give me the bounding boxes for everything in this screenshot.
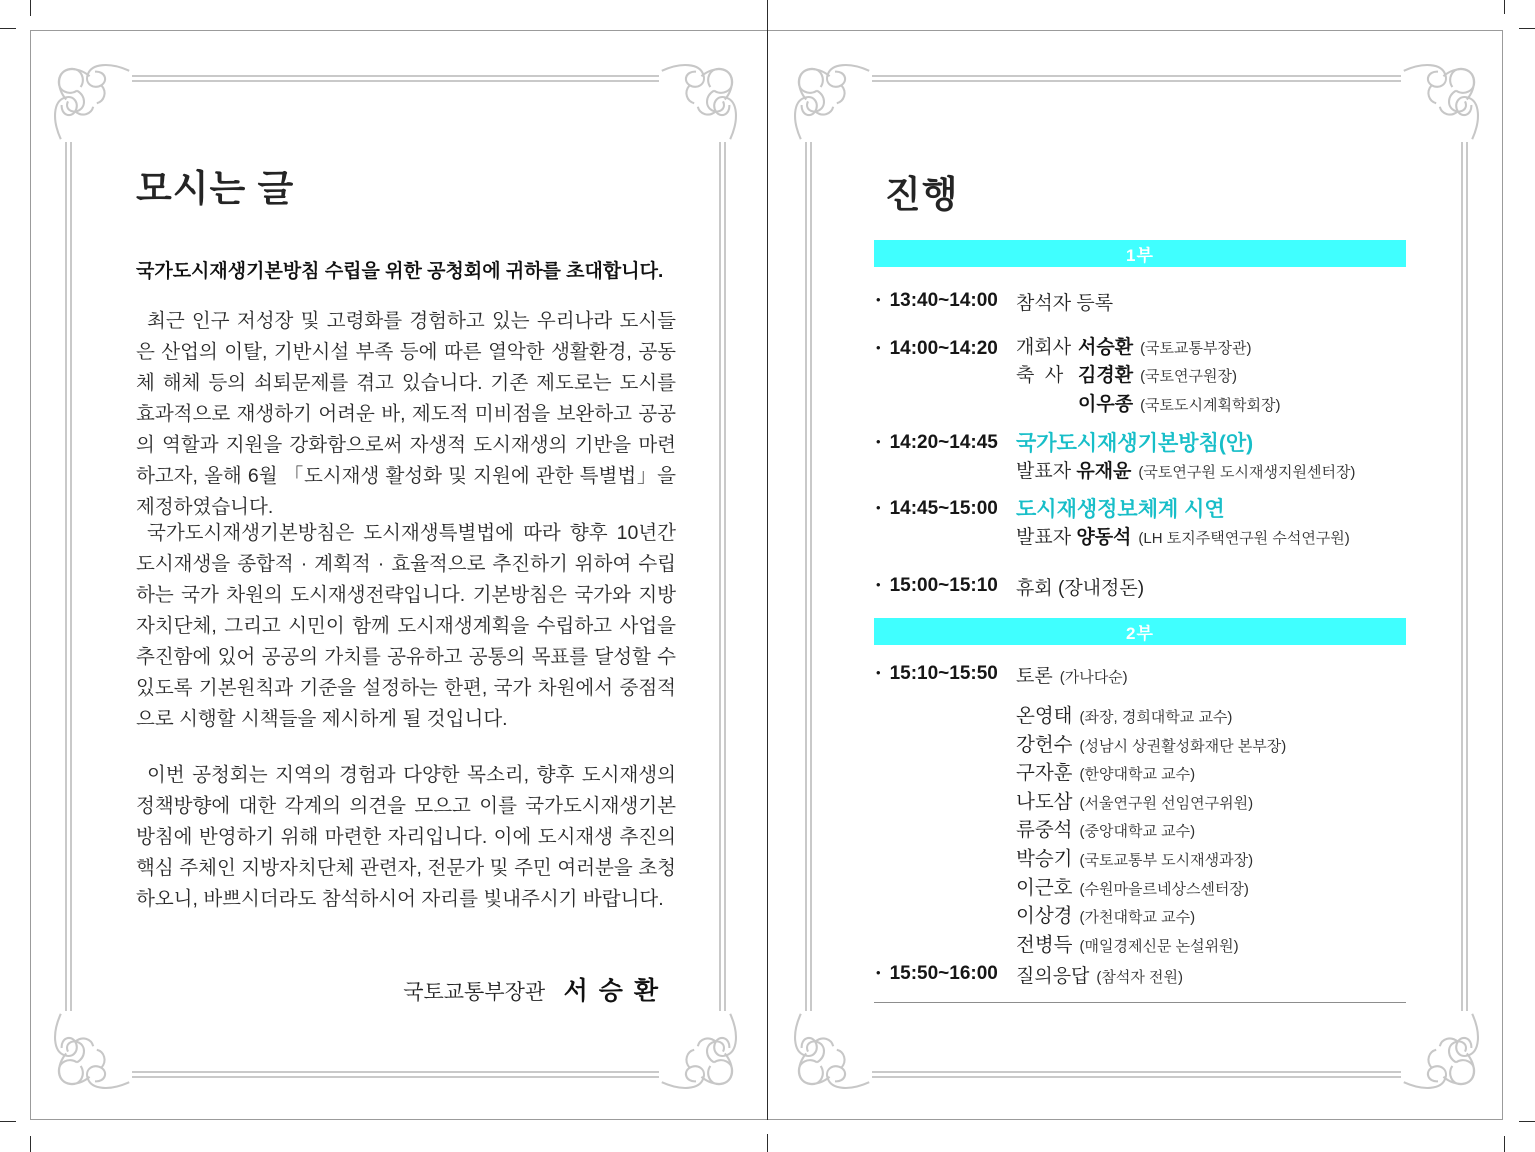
crop-mark xyxy=(1519,1121,1535,1122)
frame-line-top xyxy=(132,75,659,82)
frame-line-right xyxy=(719,142,726,1011)
frame-line-right xyxy=(1461,142,1468,1011)
invitation-paragraph: 최근 인구 저성장 및 고령화를 경험하고 있는 우리나라 도시들은 산업의 이탈, 기반시설 부족 등에 따른 열악한 생활환경, 공동체 해체 등의 쇠퇴문제를 겪고 있습니다. 기존 제도로는 도시를 효과적으로 재생하기 어려운 바, 제도적 미비점을 보완하고 공공의 역할과 지원을 강화함으로써 자생적 도시재생의 기반을 마련하고자, 올해 6월 「도시재생 활성화 및 지원에 관한 특별법」을 제정하였습니다. xyxy=(136,310,676,518)
schedule-item: 휴회 (장내정돈) xyxy=(1016,578,1145,599)
flourish-ornament-icon xyxy=(651,1003,741,1093)
crop-mark xyxy=(1504,1136,1505,1152)
presenter-line: 발표자 양동석 (LH 토지주택연구원 수석연구원) xyxy=(1016,527,1350,548)
schedule-item xyxy=(1016,430,1355,485)
schedule-time: • 15:10~15:50 xyxy=(876,663,998,684)
panelist: 류중석 (중앙대학교 교수) xyxy=(1016,819,1196,842)
frame-line-top xyxy=(872,75,1401,82)
part1-banner xyxy=(874,240,1406,267)
panelist: 온영태 (좌장, 경희대학교 교수) xyxy=(1016,705,1233,727)
schedule-item xyxy=(1016,334,1280,419)
bottom-rule xyxy=(874,1002,1406,1003)
schedule-item: 참석자 등록 xyxy=(1016,293,1114,314)
crop-mark xyxy=(30,1136,31,1152)
crop-mark xyxy=(0,1121,16,1122)
session-heading: 국가도시재생기본방침(안) xyxy=(1016,432,1254,455)
program-title: 진행 xyxy=(885,174,959,215)
panelist: 전병득 (매일경제신문 논설위원) xyxy=(1016,933,1239,956)
invitation-page xyxy=(30,30,768,1120)
presenter-line: 발표자 유재윤 (국토연구원 도시재생지원센터장) xyxy=(1016,461,1356,482)
bullet-icon: • xyxy=(876,500,881,515)
schedule-item: 토론 (가나다순) xyxy=(1016,666,1128,687)
invitation-paragraph: 이번 공청회는 지역의 경험과 다양한 목소리, 향후 도시재생의 정책방향에 대한 각계의 의견을 모으고 이를 국가도시재생기본방침에 반영하기 위해 마련한 자리입니다. 이에 도시재생 추진의 핵심 주체인 지방자치단체 관련자, 전문가 및 주민 여러분을 초청하오니, 바쁘시더라도 참석하시어 자리를 빛내주시기 바랍니다. xyxy=(136,764,676,910)
invitation-intro: 국가도시재생기본방침 수립을 위한 공청회에 귀하를 초대합니다. xyxy=(136,261,664,282)
bullet-icon: • xyxy=(876,665,881,680)
invitation-paragraph: 국가도시재생기본방침은 도시재생특별법에 따라 향후 10년간 도시재생을 종합적 · 계획적 · 효율적으로 추진하기 위하여 수립하는 국가 차원의 도시재생전략입니다. 기본방침은 국가와 지방자치단체, 그리고 시민이 함께 도시재생계획을 수립하고 사업을 추진함에 있어 공공의 가치를 공유하고 공통의 목표를 달성할 수 있도록 기본원칙과 기준을 설정하는 한편, 국가 차원에서 중점적으로 시행할 시책들을 제시하게 될 것입니다. xyxy=(136,522,676,730)
part2-banner xyxy=(874,618,1406,645)
crop-mark xyxy=(30,0,31,16)
program-page xyxy=(768,30,1503,1120)
panelist: 구자훈 (한양대학교 교수) xyxy=(1016,762,1196,785)
bullet-icon: • xyxy=(876,965,881,980)
crop-mark xyxy=(1519,28,1535,29)
speaker-line: 이우종 (국토도시계획학회장) xyxy=(1078,393,1281,415)
speaker-line: 축 사 김경환 (국토연구원장) xyxy=(1016,365,1237,387)
schedule-time: • 13:40~14:00 xyxy=(876,290,998,311)
schedule-item: 질의응답 (참석자 전원) xyxy=(1016,966,1184,987)
panelist-list xyxy=(1016,703,1286,960)
panelist: 이근호 (수원마을르네상스센터장) xyxy=(1016,876,1249,899)
schedule-time: • 15:50~16:00 xyxy=(876,963,998,984)
bullet-icon: • xyxy=(876,292,881,307)
flourish-ornament-icon xyxy=(1393,1003,1483,1093)
frame-line-left xyxy=(65,142,72,1011)
part2-label: 2부 xyxy=(1126,624,1154,643)
crop-mark xyxy=(0,28,16,29)
flourish-ornament-icon xyxy=(50,1003,140,1093)
invitation-title: 모시는 글 xyxy=(136,168,295,209)
crop-mark xyxy=(767,1134,768,1152)
schedule-time: • 14:20~14:45 xyxy=(876,432,998,453)
schedule-item xyxy=(1016,496,1350,551)
flourish-ornament-icon xyxy=(790,60,880,150)
panelist: 이상경 (가천대학교 교수) xyxy=(1016,905,1196,928)
session-heading: 도시재생정보체계 시연 xyxy=(1016,498,1225,521)
frame-line-left xyxy=(805,142,812,1011)
crop-mark xyxy=(1504,0,1505,14)
bullet-icon: • xyxy=(876,577,881,592)
schedule-time: • 15:00~15:10 xyxy=(876,575,998,596)
speaker-line: 개회사 서승환 (국토교통부장관) xyxy=(1016,337,1252,358)
frame-line-bottom xyxy=(132,1071,659,1078)
part1-label: 1부 xyxy=(1126,246,1154,265)
bullet-icon: • xyxy=(876,340,881,355)
panelist: 나도삼 (서울연구원 선임연구위원) xyxy=(1016,790,1254,813)
signature xyxy=(136,971,660,1007)
frame-line-bottom xyxy=(872,1071,1401,1078)
panelist: 박승기 (국토교통부 도시재생과장) xyxy=(1016,847,1254,870)
schedule-time: • 14:45~15:00 xyxy=(876,498,998,519)
flourish-ornament-icon xyxy=(651,60,741,150)
flourish-ornament-icon xyxy=(790,1003,880,1093)
signature-title: 국토교통부장관 xyxy=(403,981,546,1004)
flourish-ornament-icon xyxy=(1393,60,1483,150)
schedule-time: • 14:00~14:20 xyxy=(876,338,998,359)
bullet-icon: • xyxy=(876,434,881,449)
flourish-ornament-icon xyxy=(50,60,140,150)
signature-name: 서 승 환 xyxy=(563,977,660,1005)
panelist: 강헌수 (성남시 상권활성화재단 본부장) xyxy=(1016,733,1287,756)
